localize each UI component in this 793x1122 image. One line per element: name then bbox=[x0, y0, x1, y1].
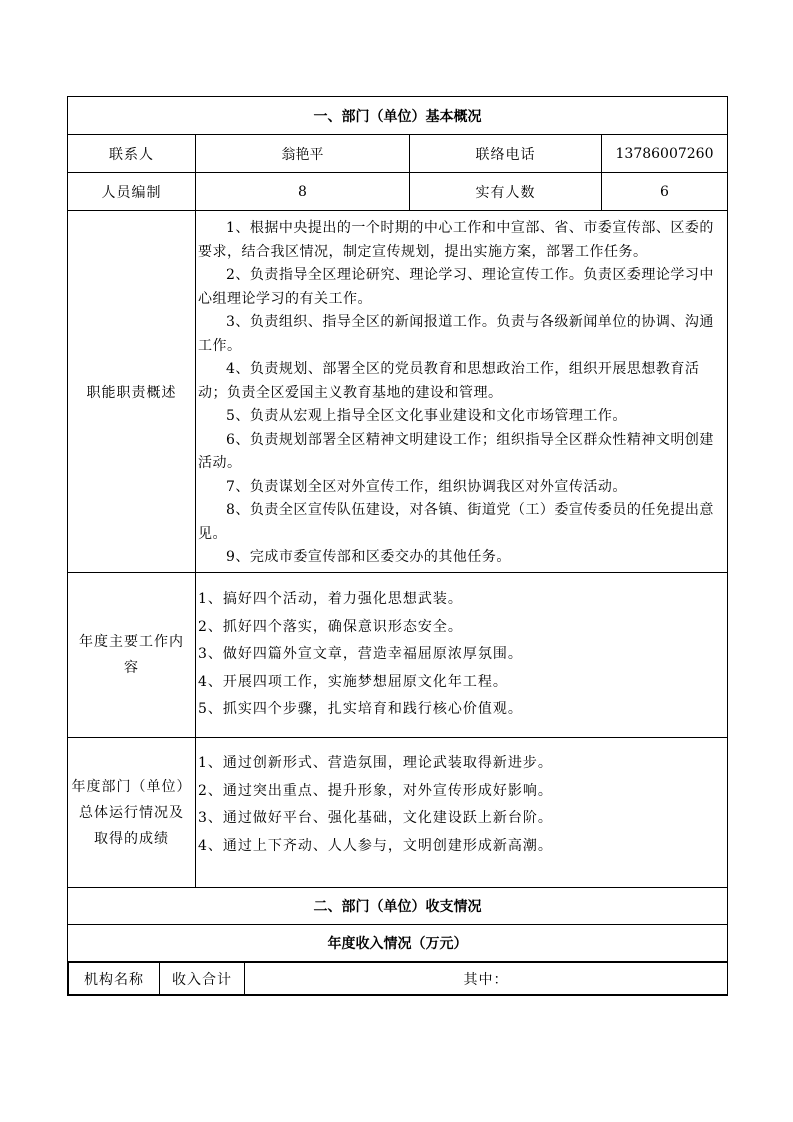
overall-item: 1、通过创新形式、营造氛围，理论武装取得新进步。 bbox=[198, 755, 553, 771]
duty-item: 1、根据中央提出的一个时期的中心工作和中宣部、省、市委宣传部、区委的要求，结合我区情况，制定宣传规划，提出实施方案，部署工作任务。 bbox=[198, 220, 714, 260]
duty-item: 3、负责组织、指导全区的新闻报道工作。负责与各级新闻单位的协调、沟通工作。 bbox=[198, 314, 714, 354]
phone-value: 13786007260 bbox=[602, 135, 728, 173]
overall-label bbox=[68, 738, 196, 888]
duties-content bbox=[196, 211, 728, 573]
duty-item: 2、负责指导全区理论研究、理论学习、理论宣传工作。负责区委理论学习中心组理论学习的有关工作。 bbox=[198, 267, 714, 307]
duty-item: 7、负责谋划全区对外宣传工作，组织协调我区对外宣传活动。 bbox=[226, 478, 627, 495]
income-title: 年度收入情况（万元） bbox=[68, 925, 728, 962]
overall-item: 2、通过突出重点、提升形象，对外宣传形成好影响。 bbox=[198, 782, 553, 799]
contact-value: 翁艳平 bbox=[196, 135, 410, 173]
phone-label: 联络电话 bbox=[410, 135, 602, 173]
budget-document bbox=[67, 96, 727, 996]
overall-content bbox=[196, 738, 728, 888]
overview-table bbox=[67, 96, 728, 996]
annual-work-label-line: 容 bbox=[124, 660, 139, 676]
actual-staff-value: 6 bbox=[602, 173, 728, 211]
actual-staff-label: 实有人数 bbox=[410, 173, 602, 211]
among-header: 其中： bbox=[245, 963, 728, 995]
annual-work-label bbox=[68, 573, 196, 738]
duty-item: 6、负责规划部署全区精神文明建设工作；组织指导全区群众性精神文明创建活动。 bbox=[198, 431, 714, 471]
duties-label: 职能职责概述 bbox=[68, 211, 196, 573]
staffing-label: 人员编制 bbox=[68, 173, 196, 211]
duty-item: 8、负责全区宣传队伍建设，对各镇、街道党（工）委宣传委员的任免提出意见。 bbox=[198, 502, 714, 542]
annual-work-item: 2、抓好四个落实，确保意识形态安全。 bbox=[198, 618, 463, 635]
overall-label-line: 年度部门（单位） bbox=[71, 778, 192, 795]
duty-item: 4、负责规划、部署全区的党员教育和思想政治工作，组织开展思想教育活动；负责全区爱国主义教育基地的建设和管理。 bbox=[198, 361, 700, 401]
overall-label-line: 总体运行情况及 bbox=[79, 804, 184, 821]
overall-label-line: 取得的成绩 bbox=[94, 830, 169, 847]
staffing-value: 8 bbox=[196, 173, 410, 211]
income-header-table bbox=[68, 962, 727, 995]
annual-work-label-line: 年度主要工作内 bbox=[79, 634, 184, 650]
duty-item: 9、完成市委宣传部和区委交办的其他任务。 bbox=[226, 549, 511, 565]
annual-work-item: 1、搞好四个活动，着力强化思想武装。 bbox=[198, 591, 463, 608]
overall-item: 3、通过做好平台、强化基础，文化建设跃上新台阶。 bbox=[198, 810, 553, 826]
income-header-row bbox=[68, 962, 728, 996]
annual-work-item: 3、做好四篇外宣文章，营造幸福屈原浓厚氛围。 bbox=[198, 646, 523, 663]
org-name-header: 机构名称 bbox=[69, 963, 160, 995]
section2-title: 二、部门（单位）收支情况 bbox=[68, 888, 728, 925]
duty-item: 5、负责从宏观上指导全区文化事业建设和文化市场管理工作。 bbox=[226, 408, 627, 424]
contact-label: 联系人 bbox=[68, 135, 196, 173]
annual-work-item: 5、抓实四个步骤，扎实培育和践行核心价值观。 bbox=[198, 701, 523, 718]
annual-work-content bbox=[196, 573, 728, 738]
income-total-header: 收入合计 bbox=[160, 963, 245, 995]
section1-title: 一、部门（单位）基本概况 bbox=[68, 97, 728, 135]
overall-item: 4、通过上下齐动、人人参与，文明创建形成新高潮。 bbox=[198, 837, 553, 854]
annual-work-item: 4、开展四项工作，实施梦想屈原文化年工程。 bbox=[198, 673, 508, 690]
